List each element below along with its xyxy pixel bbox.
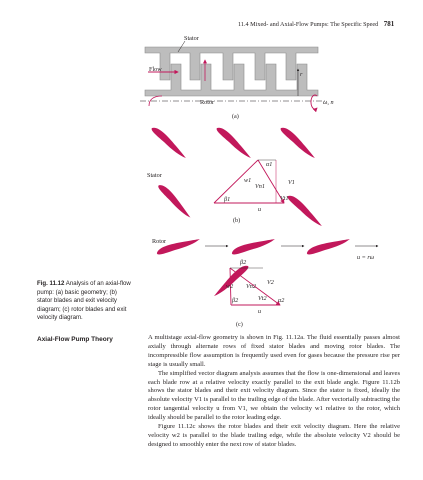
rotor-blade: [214, 266, 248, 296]
stator-label-b: Stator: [147, 172, 162, 179]
tag-c: (c): [236, 321, 243, 328]
rotor-blade: [231, 224, 274, 269]
body-text: [148, 334, 400, 450]
label-vt1: Vt1: [280, 195, 289, 202]
tag-a: (a): [232, 113, 239, 120]
caption-text: Analysis of an axial-flow pump: (a) basic geometry; (b) stator blades and exit velocity diagram; (c) rotor blades and exit velocity diagram.: [37, 280, 131, 322]
vector-w1: [214, 160, 258, 203]
paragraph: The simplified vector diagram analysis assumes that the flow is one-dimensional and leaves each blade row at a relative velocity exactly parallel to the exit blade angle. Figure 11.12b shows the stator blades and their exit velocity diagram. Since the stator is fixed, ideally the absolute velocity V1 is parallel to the trailing edge of the blade. After vectorially subtracting the rotor tangential velocity u from V1, we obtain the velocity w1 relative to the rotor, which ideally should be parallel to the rotor leading edge.: [148, 369, 400, 422]
label-vn1: Vn1: [255, 183, 265, 190]
rotor-blade: [156, 224, 199, 269]
tag-b: (b): [233, 217, 241, 224]
stator-diagram-b: [147, 128, 322, 226]
stator-blade: [217, 128, 251, 158]
page-number: 781: [383, 20, 395, 28]
label-vn2: Vn2: [246, 283, 256, 290]
flow-label: Flow: [149, 66, 162, 73]
stator-blade: [152, 128, 186, 158]
geometry-diagram-a: [140, 35, 334, 120]
rotor-label-c: Rotor: [152, 238, 167, 245]
omega-label: ω, n: [323, 99, 334, 106]
stator-label-a: Stator: [184, 35, 199, 42]
label-w2: w2: [226, 283, 234, 290]
paragraph: A multistage axial-flow geometry is shown in Fig. 11.12a. The fluid essentially passes almost axially through alternate rows of fixed stator blades and moving rotor blades. The incompressible flow assumption is frequently used even for gases because the pressure rise per stage is usually small.: [148, 334, 400, 368]
caption-label: Fig. 11.12: [37, 280, 65, 287]
label-v1: V1: [288, 179, 295, 186]
label-beta2-top: β2: [240, 259, 247, 266]
stator-blade: [288, 196, 322, 226]
label-beta1: β1: [224, 196, 231, 203]
figure-caption: [37, 280, 133, 323]
radius-label: r: [300, 71, 303, 78]
running-title: 11.4 Mixed- and Axial-Flow Pumps: The Specific Speed: [238, 21, 379, 28]
label-w1: w1: [244, 177, 252, 184]
rotor-blade: [306, 224, 349, 269]
label-vt2: Vt2: [258, 295, 267, 302]
stator-blade: [281, 128, 315, 158]
rotor-label-a: Rotor: [200, 99, 215, 106]
label-v2: V2: [267, 279, 274, 286]
label-beta2: β2: [232, 297, 239, 304]
stator-blade: [156, 185, 192, 218]
section-heading: Axial-Flow Pump Theory: [37, 336, 113, 343]
label-u-c: u: [258, 308, 262, 315]
label-u-eq: u = rω: [357, 254, 375, 261]
label-alpha1: α1: [266, 161, 273, 168]
rotor-diagram-c: [152, 224, 378, 328]
paragraph: Figure 11.12c shows the rotor blades and their exit velocity diagram. Here the relative velocity w2 is parallel to the blade trailing edge, while the absolute velocity V2 should be designed to smoothly enter the next row of stator blades.: [148, 423, 400, 448]
label-alpha2: α2: [278, 297, 285, 304]
rotation-arrow: [311, 95, 317, 109]
label-u-b: u: [258, 206, 262, 213]
